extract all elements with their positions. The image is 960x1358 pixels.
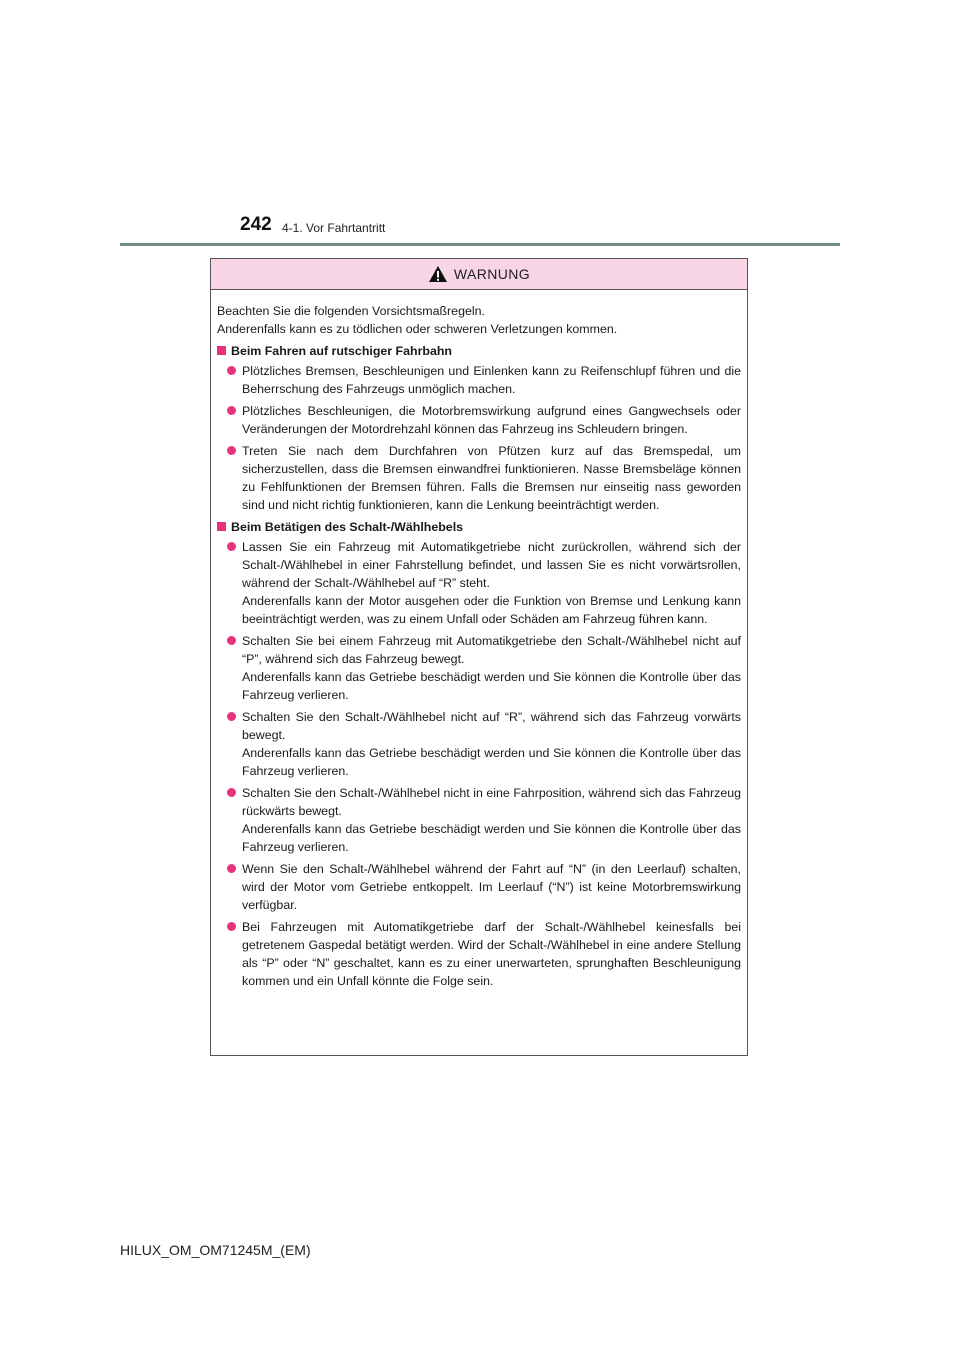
list-item-text: Anderenfalls kann das Getriebe beschädigt werden und Sie können die Kontrolle über das Fahrzeug verlieren.: [242, 822, 741, 854]
square-bullet-icon: [217, 522, 226, 531]
warning-header: [211, 259, 747, 290]
list-item: [227, 632, 741, 704]
section-title: 4-1. Vor Fahrtantritt: [282, 221, 386, 235]
header-rule: [120, 243, 840, 246]
list-item: [227, 860, 741, 914]
list-item: [227, 784, 741, 856]
list-item-text: Anderenfalls kann der Motor ausgehen oder die Funktion von Bremse und Lenkung kann beeinträchtigt werden, was zu einem Unfall oder Schäden am Fahrzeug führen kann.: [242, 594, 741, 626]
list-item-text: Anderenfalls kann das Getriebe beschädigt werden und Sie können die Kontrolle über das Fahrzeug verlieren.: [242, 746, 741, 778]
list-item-text: Bei Fahrzeugen mit Automatikgetriebe darf der Schalt-/Wählhebel keinesfalls bei getretenem Gaspedal betätigt werden. Wird der Schalt-/Wählhebel in eine andere Stellung als “P” oder “N” geschaltet, kann es zu einer unerwarteten, sprunghaften Beschleunigung kommen und ein Unfall könnte die Folge sein.: [242, 920, 741, 988]
list-item-text: Wenn Sie den Schalt-/Wählhebel während der Fahrt auf “N” (in den Leerlauf) schalten, wird der Motor vom Getriebe entkoppelt. Im Leerlauf (“N”) ist keine Motorbremswirkung verfügbar.: [242, 862, 741, 912]
circle-bullet-icon: [227, 542, 236, 551]
warning-box: [210, 258, 748, 1056]
warning-title: WARNUNG: [453, 266, 531, 282]
circle-bullet-icon: [227, 636, 236, 645]
list-item-text: Treten Sie nach dem Durchfahren von Pfützen kurz auf das Bremspedal, um sicherzustellen, dass die Bremsen einwandfrei funktionieren. Nasse Bremsbeläge können zu Fehlfunktionen der Bremsen führen. Falls die Bremsen nur einseitig nass geworden sind und nicht richtig funktionieren, kann die Lenkung beeinträchtigt werden.: [242, 444, 741, 512]
section-heading-text: Beim Fahren auf rutschiger Fahrbahn: [231, 344, 453, 358]
page-number: 242: [240, 214, 272, 235]
section-heading: [217, 342, 741, 360]
circle-bullet-icon: [227, 788, 236, 797]
list-item-text: Schalten Sie den Schalt-/Wählhebel nicht auf “R”, während sich das Fahrzeug vorwärts bewegt.: [242, 710, 741, 742]
intro-line: Beachten Sie die folgenden Vorsichtsmaßregeln.: [217, 304, 485, 318]
intro-line: Anderenfalls kann es zu tödlichen oder schweren Verletzungen kommen.: [217, 322, 618, 336]
list-item-text: Schalten Sie bei einem Fahrzeug mit Automatikgetriebe den Schalt-/Wählhebel nicht auf “P”, während sich das Fahrzeug bewegt.: [242, 634, 741, 666]
list-item: [227, 708, 741, 780]
list-item: [227, 918, 741, 990]
circle-bullet-icon: [227, 864, 236, 873]
section-heading: [217, 518, 741, 536]
list-item: [227, 538, 741, 628]
list-item-text: Plötzliches Beschleunigen, die Motorbremswirkung aufgrund eines Gangwechsels oder Veränderungen der Motordrehzahl können das Fahrzeug ins Schleudern bringen.: [242, 404, 741, 436]
list-item: [227, 442, 741, 514]
list-item-text: Anderenfalls kann das Getriebe beschädigt werden und Sie können die Kontrolle über das Fahrzeug verlieren.: [242, 670, 741, 702]
document-code: HILUX_OM_OM71245M_(EM): [120, 1242, 311, 1258]
warning-body: [211, 290, 747, 990]
list-item-text: Plötzliches Bremsen, Beschleunigen und Einlenken kann zu Reifenschlupf führen und die Beherrschung des Fahrzeugs unmöglich machen.: [242, 364, 741, 396]
warning-intro: [217, 302, 741, 338]
list-item: [227, 402, 741, 438]
warning-triangle-icon: [428, 265, 448, 283]
circle-bullet-icon: [227, 366, 236, 375]
circle-bullet-icon: [227, 406, 236, 415]
section-heading-text: Beim Betätigen des Schalt-/Wählhebels: [231, 520, 464, 534]
circle-bullet-icon: [227, 712, 236, 721]
square-bullet-icon: [217, 346, 226, 355]
list-item-text: Lassen Sie ein Fahrzeug mit Automatikgetriebe nicht zurückrollen, während sich der Schalt-/Wählhebel in einer Fahrstellung befindet, und lassen Sie es nicht vorwärtsrollen, während der Schalt-/Wählhebel auf “R” steht.: [242, 540, 741, 590]
list-item: [227, 362, 741, 398]
circle-bullet-icon: [227, 922, 236, 931]
list-item-text: Schalten Sie den Schalt-/Wählhebel nicht in eine Fahrposition, während sich das Fahrzeug rückwärts bewegt.: [242, 786, 741, 818]
circle-bullet-icon: [227, 446, 236, 455]
